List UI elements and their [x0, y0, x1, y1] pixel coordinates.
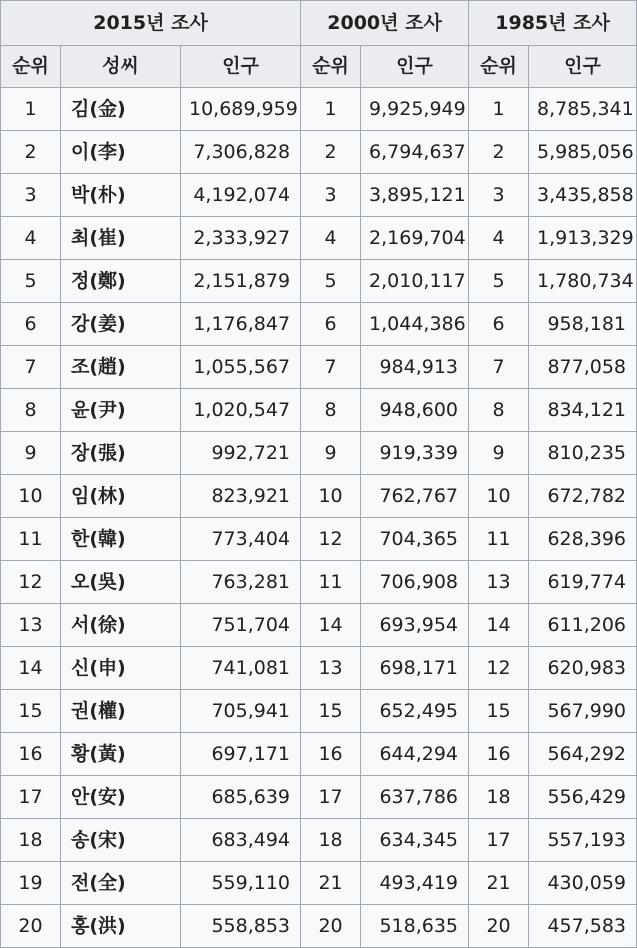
population-1985-cell: 5,985,056	[529, 131, 637, 174]
population-1985-cell: 810,235	[529, 432, 637, 475]
table-row	[1, 518, 637, 561]
surname-cell: 조(趙)	[61, 346, 181, 389]
rank-2015-header: 순위	[1, 46, 61, 88]
population-1985-cell: 557,193	[529, 819, 637, 862]
table-row	[1, 819, 637, 862]
population-1985-cell: 834,121	[529, 389, 637, 432]
population-1985-cell: 628,396	[529, 518, 637, 561]
rank-2015-cell: 10	[1, 475, 61, 518]
population-2000-cell: 984,913	[361, 346, 469, 389]
population-1985-cell: 430,059	[529, 862, 637, 905]
rank-2000-cell: 15	[301, 690, 361, 733]
table-row	[1, 346, 637, 389]
rank-2015-cell: 18	[1, 819, 61, 862]
column-header-row	[1, 46, 637, 88]
rank-2015-cell: 13	[1, 604, 61, 647]
rank-1985-cell: 20	[469, 905, 529, 948]
surname-cell: 박(朴)	[61, 174, 181, 217]
rank-1985-cell: 6	[469, 303, 529, 346]
rank-1985-cell: 14	[469, 604, 529, 647]
population-2015-cell: 751,704	[181, 604, 301, 647]
rank-2000-cell: 17	[301, 776, 361, 819]
rank-2000-cell: 6	[301, 303, 361, 346]
population-2015-cell: 823,921	[181, 475, 301, 518]
rank-1985-cell: 13	[469, 561, 529, 604]
population-2015-cell: 683,494	[181, 819, 301, 862]
population-2015-cell: 558,853	[181, 905, 301, 948]
population-2000-cell: 704,365	[361, 518, 469, 561]
table-row	[1, 862, 637, 905]
rank-2000-cell: 9	[301, 432, 361, 475]
rank-1985-cell: 1	[469, 88, 529, 131]
population-2000-cell: 652,495	[361, 690, 469, 733]
surname-cell: 권(權)	[61, 690, 181, 733]
population-2000-cell: 518,635	[361, 905, 469, 948]
population-2000-cell: 698,171	[361, 647, 469, 690]
rank-2015-cell: 3	[1, 174, 61, 217]
surname-cell: 신(申)	[61, 647, 181, 690]
rank-2000-cell: 2	[301, 131, 361, 174]
population-1985-cell: 1,780,734	[529, 260, 637, 303]
population-2000-cell: 2,169,704	[361, 217, 469, 260]
rank-1985-cell: 4	[469, 217, 529, 260]
rank-2015-cell: 14	[1, 647, 61, 690]
surname-cell: 최(崔)	[61, 217, 181, 260]
survey-2000-header: 2000년 조사	[301, 1, 469, 46]
table-row	[1, 389, 637, 432]
population-2015-cell: 2,151,879	[181, 260, 301, 303]
rank-2015-cell: 2	[1, 131, 61, 174]
rank-2015-cell: 6	[1, 303, 61, 346]
population-2015-cell: 697,171	[181, 733, 301, 776]
rank-2000-cell: 18	[301, 819, 361, 862]
surname-cell: 임(林)	[61, 475, 181, 518]
rank-2015-cell: 16	[1, 733, 61, 776]
surname-cell: 김(金)	[61, 88, 181, 131]
population-1985-cell: 556,429	[529, 776, 637, 819]
rank-2000-cell: 14	[301, 604, 361, 647]
rank-1985-cell: 12	[469, 647, 529, 690]
rank-2000-cell: 10	[301, 475, 361, 518]
population-2000-cell: 1,044,386	[361, 303, 469, 346]
population-1985-cell: 3,435,858	[529, 174, 637, 217]
table-row	[1, 690, 637, 733]
population-1985-cell: 1,913,329	[529, 217, 637, 260]
rank-2015-cell: 1	[1, 88, 61, 131]
population-2000-cell: 6,794,637	[361, 131, 469, 174]
population-2015-header: 인구	[181, 46, 301, 88]
rank-2000-cell: 1	[301, 88, 361, 131]
surname-cell: 서(徐)	[61, 604, 181, 647]
rank-2015-cell: 5	[1, 260, 61, 303]
population-1985-cell: 8,785,341	[529, 88, 637, 131]
rank-2015-cell: 7	[1, 346, 61, 389]
table-body	[1, 88, 637, 948]
rank-1985-cell: 16	[469, 733, 529, 776]
surname-cell: 전(全)	[61, 862, 181, 905]
table-row	[1, 303, 637, 346]
rank-1985-cell: 7	[469, 346, 529, 389]
population-2015-cell: 4,192,074	[181, 174, 301, 217]
surname-cell: 이(李)	[61, 131, 181, 174]
rank-1985-cell: 21	[469, 862, 529, 905]
population-2000-cell: 693,954	[361, 604, 469, 647]
surname-cell: 황(黃)	[61, 733, 181, 776]
surname-cell: 윤(尹)	[61, 389, 181, 432]
population-2015-cell: 1,176,847	[181, 303, 301, 346]
population-1985-cell: 877,058	[529, 346, 637, 389]
population-1985-cell: 672,782	[529, 475, 637, 518]
rank-1985-cell: 8	[469, 389, 529, 432]
table-row	[1, 905, 637, 948]
population-2000-header: 인구	[361, 46, 469, 88]
surname-cell: 안(安)	[61, 776, 181, 819]
population-2015-cell: 10,689,959	[181, 88, 301, 131]
surname-cell: 정(鄭)	[61, 260, 181, 303]
table-row	[1, 647, 637, 690]
rank-2000-cell: 8	[301, 389, 361, 432]
population-2015-cell: 705,941	[181, 690, 301, 733]
table-row	[1, 217, 637, 260]
table-row	[1, 174, 637, 217]
table-row	[1, 131, 637, 174]
survey-2015-header: 2015년 조사	[1, 1, 301, 46]
rank-2000-cell: 7	[301, 346, 361, 389]
population-2000-cell: 706,908	[361, 561, 469, 604]
rank-2000-cell: 20	[301, 905, 361, 948]
rank-2015-cell: 12	[1, 561, 61, 604]
population-1985-cell: 564,292	[529, 733, 637, 776]
population-1985-cell: 620,983	[529, 647, 637, 690]
rank-2000-cell: 11	[301, 561, 361, 604]
population-2015-cell: 741,081	[181, 647, 301, 690]
rank-1985-cell: 3	[469, 174, 529, 217]
table-row	[1, 561, 637, 604]
population-2000-cell: 637,786	[361, 776, 469, 819]
surname-cell: 한(韓)	[61, 518, 181, 561]
rank-1985-cell: 2	[469, 131, 529, 174]
population-2015-cell: 773,404	[181, 518, 301, 561]
population-1985-cell: 567,990	[529, 690, 637, 733]
population-2000-cell: 762,767	[361, 475, 469, 518]
table-row	[1, 260, 637, 303]
population-2015-cell: 7,306,828	[181, 131, 301, 174]
table-header	[1, 1, 637, 88]
population-2000-cell: 644,294	[361, 733, 469, 776]
population-2000-cell: 919,339	[361, 432, 469, 475]
surname-cell: 홍(洪)	[61, 905, 181, 948]
population-2015-cell: 1,020,547	[181, 389, 301, 432]
table-row	[1, 475, 637, 518]
rank-2000-cell: 12	[301, 518, 361, 561]
rank-2015-cell: 20	[1, 905, 61, 948]
population-1985-cell: 457,583	[529, 905, 637, 948]
rank-2015-cell: 8	[1, 389, 61, 432]
rank-1985-cell: 10	[469, 475, 529, 518]
rank-2015-cell: 19	[1, 862, 61, 905]
population-1985-cell: 611,206	[529, 604, 637, 647]
rank-2015-cell: 15	[1, 690, 61, 733]
rank-1985-cell: 15	[469, 690, 529, 733]
rank-1985-cell: 9	[469, 432, 529, 475]
survey-1985-header: 1985년 조사	[469, 1, 637, 46]
surname-cell: 강(姜)	[61, 303, 181, 346]
table-row	[1, 432, 637, 475]
population-2015-cell: 685,639	[181, 776, 301, 819]
rank-1985-cell: 17	[469, 819, 529, 862]
surname-header: 성씨	[61, 46, 181, 88]
survey-header-row	[1, 1, 637, 46]
rank-2000-cell: 13	[301, 647, 361, 690]
rank-2000-cell: 3	[301, 174, 361, 217]
population-2000-cell: 634,345	[361, 819, 469, 862]
rank-1985-header: 순위	[469, 46, 529, 88]
surname-cell: 장(張)	[61, 432, 181, 475]
surname-cell: 오(吳)	[61, 561, 181, 604]
population-1985-header: 인구	[529, 46, 637, 88]
rank-2000-cell: 21	[301, 862, 361, 905]
population-2000-cell: 2,010,117	[361, 260, 469, 303]
population-1985-cell: 619,774	[529, 561, 637, 604]
population-2015-cell: 1,055,567	[181, 346, 301, 389]
rank-2000-cell: 4	[301, 217, 361, 260]
rank-2015-cell: 9	[1, 432, 61, 475]
rank-2000-header: 순위	[301, 46, 361, 88]
population-2015-cell: 992,721	[181, 432, 301, 475]
population-2000-cell: 9,925,949	[361, 88, 469, 131]
rank-2000-cell: 5	[301, 260, 361, 303]
rank-2015-cell: 4	[1, 217, 61, 260]
table-row	[1, 776, 637, 819]
rank-1985-cell: 5	[469, 260, 529, 303]
surname-cell: 송(宋)	[61, 819, 181, 862]
rank-1985-cell: 18	[469, 776, 529, 819]
table-row	[1, 88, 637, 131]
table-row	[1, 733, 637, 776]
population-2000-cell: 948,600	[361, 389, 469, 432]
population-2015-cell: 763,281	[181, 561, 301, 604]
population-1985-cell: 958,181	[529, 303, 637, 346]
table-row	[1, 604, 637, 647]
rank-2000-cell: 16	[301, 733, 361, 776]
population-2000-cell: 493,419	[361, 862, 469, 905]
population-2015-cell: 2,333,927	[181, 217, 301, 260]
rank-2015-cell: 17	[1, 776, 61, 819]
rank-1985-cell: 11	[469, 518, 529, 561]
population-2000-cell: 3,895,121	[361, 174, 469, 217]
rank-2015-cell: 11	[1, 518, 61, 561]
population-2015-cell: 559,110	[181, 862, 301, 905]
